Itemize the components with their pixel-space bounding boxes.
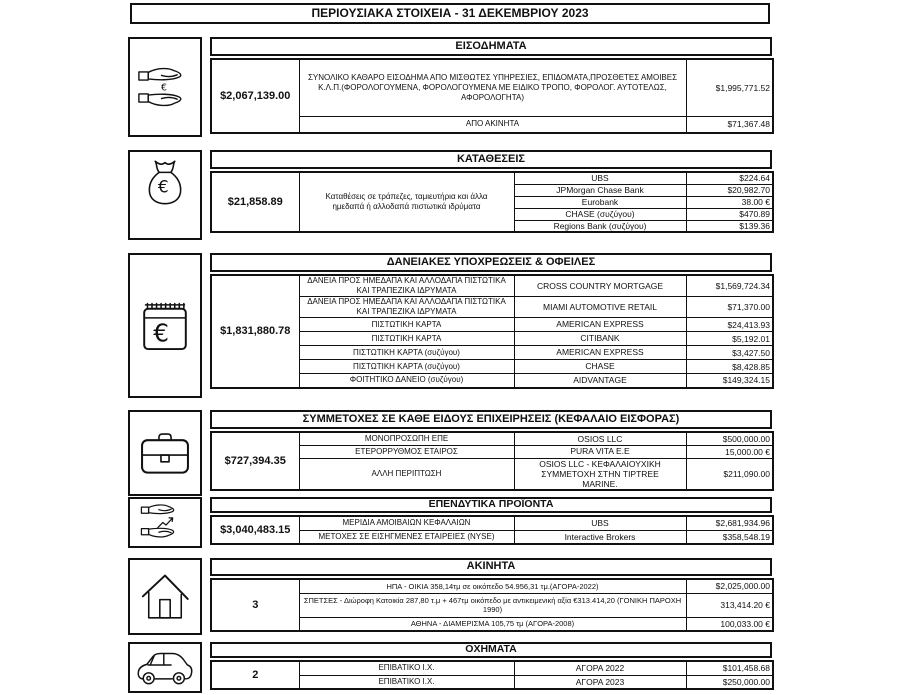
participation-desc-cell: ΑΛΛΗ ΠΕΡΙΠΤΩΣΗ [299,458,514,490]
hands-growth-arrow-icon [139,503,191,543]
loan-entity-cell: AMERICAN EXPRESS [514,318,686,332]
investment-entity-cell: Interactive Brokers [514,530,686,544]
income-section-header: ΕΙΣΟΔΗΜΑΤΑ [210,37,772,56]
participation-entity-cell: OSIOS LLC - ΚΕΦΑΛΑΙΟΥΧΙΚΗ ΣΥΜΜΕΤΟΧΗ ΣΤΗΝ TIPTREE MARINE. [514,458,686,490]
house-icon [139,569,191,625]
investment-desc-cell: ΜΕΡΙΔΙΑ ΑΜΟΙΒΑΙΩΝ ΚΕΦΑΛΑΙΩΝ [299,516,514,530]
deposits-section-header: ΚΑΤΑΘΕΣΕΙΣ [210,150,772,169]
briefcase-icon [138,429,192,477]
vehicle-desc-cell: ΕΠΙΒΑΤΙΚΟ Ι.Χ. [299,675,514,689]
participation-amount-cell: $211,090.00 [686,458,773,490]
property-amount-cell: $2,025,000.00 [686,579,773,593]
investments-section-header: ΕΠΕΝΔΥΤΙΚΑ ΠΡΟΪΟΝΤΑ [210,497,772,513]
investments-icon-box [128,497,202,548]
loans-table [210,274,774,389]
deposits-icon-box [128,150,202,240]
loan-desc-cell: ΠΙΣΤΩΤΙΚΗ ΚΑΡΤΑ [299,332,514,346]
giving-hands-euro-icon [136,56,194,118]
page-title: ΠΕΡΙΟΥΣΙΑΚΑ ΣΤΟΙΧΕΙΑ - 31 ΔΕΚΕΜΒΡΙΟΥ 2023 [130,3,770,24]
vehicle-entity-cell: ΑΓΟΡΑ 2022 [514,661,686,675]
loan-entity-cell: CHASE [514,360,686,374]
real-estate-table [210,578,774,632]
deposit-amount-cell: $224.64 [686,172,773,184]
income-amount-cell: $1,995,771.52 [686,59,773,116]
deposit-entity-cell: JPMorgan Chase Bank [514,184,686,196]
loan-desc-cell: ΔΑΝΕΙΑ ΠΡΟΣ ΗΜΕΔΑΠΑ ΚΑΙ ΑΛΛΟΔΑΠΑ ΠΙΣΤΩΤΙΚΑ ΚΑΙ ΤΡΑΠΕΖΙΚΑ ΙΔΡΥΜΑΤΑ [299,275,514,297]
real-estate-section [128,558,772,635]
property-desc-cell: ΗΠΑ - ΟΙΚΙΑ 358,14τμ σε οικόπεδο 54.956,31 τμ.(ΑΓΟΡΑ-2022) [299,579,686,593]
property-amount-cell: 100,033.00 € [686,617,773,631]
income-amount-cell: $71,367.48 [686,116,773,133]
loans-section [128,253,772,398]
loans-section-header: ΔΑΝΕΙΑΚΕΣ ΥΠΟΧΡΕΩΣΕΙΣ & ΟΦΕΙΛΕΣ [210,253,772,272]
loan-entity-cell: AIDVANTAGE [514,374,686,388]
investments-total-cell: $3,040,483.15 [211,516,299,544]
vehicles-table [210,660,774,690]
svg-text:€: € [153,317,170,347]
deposit-amount-cell: $20,982.70 [686,184,773,196]
loan-desc-cell: ΔΑΝΕΙΑ ΠΡΟΣ ΗΜΕΔΑΠΑ ΚΑΙ ΑΛΛΟΔΑΠΑ ΠΙΣΤΩΤΙΚΑ ΚΑΙ ΤΡΑΠΕΖΙΚΑ ΙΔΡΥΜΑΤΑ [299,297,514,318]
participation-entity-cell: OSIOS LLC [514,432,686,445]
deposit-entity-cell: CHASE (συζύγου) [514,208,686,220]
notepad-euro-icon [139,297,191,355]
loan-amount-cell: $5,192.01 [686,332,773,346]
vehicles-section-header: ΟΧΗΜΑΤΑ [210,642,772,658]
participations-section-header: ΣΥΜΜΕΤΟΧΕΣ ΣΕ ΚΑΘΕ ΕΙΔΟΥΣ ΕΠΙΧΕΙΡΗΣΕΙΣ (ΚΕΦΑΛΑΙΟ ΕΙΣΦΟΡΑΣ) [210,410,772,429]
real-estate-icon-box [128,558,202,635]
money-bag-euro-icon [141,158,189,220]
loan-entity-cell: AMERICAN EXPRESS [514,346,686,360]
deposit-amount-cell: $139.36 [686,220,773,232]
loan-amount-cell: $71,370.00 [686,297,773,318]
loan-desc-cell: ΦΟΙΤΗΤΙΚΟ ΔΑΝΕΙΟ (συζύγου) [299,374,514,388]
loan-amount-cell: $149,324.15 [686,374,773,388]
investments-table [210,515,774,545]
participation-amount-cell: 15,000.00 € [686,445,773,458]
income-icon-box [128,37,202,137]
income-section [128,37,772,137]
vehicle-amount-cell: $250,000.00 [686,675,773,689]
loan-desc-cell: ΠΙΣΤΩΤΙΚΗ ΚΑΡΤΑ (συζύγου) [299,360,514,374]
vehicle-entity-cell: ΑΓΟΡΑ 2023 [514,675,686,689]
deposits-total-cell: $21,858.89 [211,172,299,232]
vehicle-amount-cell: $101,458.68 [686,661,773,675]
income-table [210,58,774,134]
deposits-desc-cell: Καταθέσεις σε τράπεζες, ταμιευτήρια και άλλα ημεδαπά ή αλλοδαπά πιστωτικά ιδρύματα [299,172,514,232]
deposit-entity-cell: UBS [514,172,686,184]
loan-amount-cell: $1,569,724.34 [686,275,773,297]
investment-amount-cell: $358,548.19 [686,530,773,544]
deposits-section [128,150,772,240]
vehicles-total-cell: 2 [211,661,299,689]
loan-desc-cell: ΠΙΣΤΩΤΙΚΗ ΚΑΡΤΑ (συζύγου) [299,346,514,360]
participation-desc-cell: ΕΤΕΡΟΡΡΥΘΜΟΣ ΕΤΑΙΡΟΣ [299,445,514,458]
investment-amount-cell: $2,681,934.96 [686,516,773,530]
investment-desc-cell: ΜΕΤΟΧΕΣ ΣΕ ΕΙΣΗΓΜΕΝΕΣ ΕΤΑΙΡΕΙΕΣ (NYSE) [299,530,514,544]
deposit-entity-cell: Regions Bank (συζύγου) [514,220,686,232]
deposit-amount-cell: $470.89 [686,208,773,220]
property-desc-cell: ΑΘΗΝΑ - ΔΙΑΜΕΡΙΣΜΑ 105,75 τμ (ΑΓΟΡΑ-2008) [299,617,686,631]
participations-total-cell: $727,394.35 [211,432,299,490]
property-amount-cell: 313,414.20 € [686,593,773,617]
real-estate-total-cell: 3 [211,579,299,631]
svg-text:€: € [157,176,169,197]
participation-entity-cell: PURA VITA E.E [514,445,686,458]
loan-entity-cell: MIAMI AUTOMOTIVE RETAIL [514,297,686,318]
deposits-table [210,171,774,233]
income-desc-cell: ΣΥΝΟΛΙΚΟ ΚΑΘΑΡΟ ΕΙΣΟΔΗΜΑ ΑΠΟ ΜΙΣΘΩΤΕΣ ΥΠΗΡΕΣΙΕΣ, ΕΠΙΔΟΜΑΤΑ,ΠΡΟΣΘΕΤΕΣ ΑΜΟΙΒΕΣ Κ.Λ.Π.(ΦΟΡΟΛΟΓΟΥΜΕΝΑ, ΦΟΡΟΛΟΓΟΥΜΕΝΑ ΜΕ ΕΙΔΙΚΟ ΤΡΟΠΟ, ΦΟΡΟΛΟΓ. ΑΥΤΟΤΕΛΩΣ, ΑΦΟΡΟΛΟΓΗΤΑ) [299,59,686,116]
income-total-cell: $2,067,139.00 [211,59,299,133]
vehicles-icon-box [128,642,202,693]
participation-amount-cell: $500,000.00 [686,432,773,445]
deposit-amount-cell: 38.00 € [686,196,773,208]
loans-icon-box [128,253,202,398]
investment-entity-cell: UBS [514,516,686,530]
loan-entity-cell: CROSS COUNTRY MORTGAGE [514,275,686,297]
real-estate-section-header: ΑΚΙΝΗΤΑ [210,558,772,576]
svg-text:€: € [160,82,167,94]
investments-section [128,497,772,548]
loans-total-cell: $1,831,880.78 [211,275,299,388]
participations-icon-box [128,410,202,496]
loan-amount-cell: $24,413.93 [686,318,773,332]
loan-desc-cell: ΠΙΣΤΩΤΙΚΗ ΚΑΡΤΑ [299,318,514,332]
participations-section [128,410,772,496]
deposit-entity-cell: Eurobank [514,196,686,208]
loan-amount-cell: $8,428.85 [686,360,773,374]
participations-table [210,431,774,491]
vehicles-section [128,642,772,693]
car-icon [136,648,194,688]
property-desc-cell: ΣΠΕΤΣΕΣ - Διώροφη Κατοικία 287,80 τ.μ + 467τμ οικόπεδο με αντικειμενική αξία €313.414,20 (ΓΟΝΙΚΗ ΠΑΡΟΧΗ 1990) [299,593,686,617]
vehicle-desc-cell: ΕΠΙΒΑΤΙΚΟ Ι.Χ. [299,661,514,675]
loan-amount-cell: $3,427.50 [686,346,773,360]
loan-entity-cell: CITIBANK [514,332,686,346]
income-desc-cell: ΑΠΟ ΑΚΙΝΗΤΑ [299,116,686,133]
participation-desc-cell: ΜΟΝΟΠΡΟΣΩΠΗ ΕΠΕ [299,432,514,445]
